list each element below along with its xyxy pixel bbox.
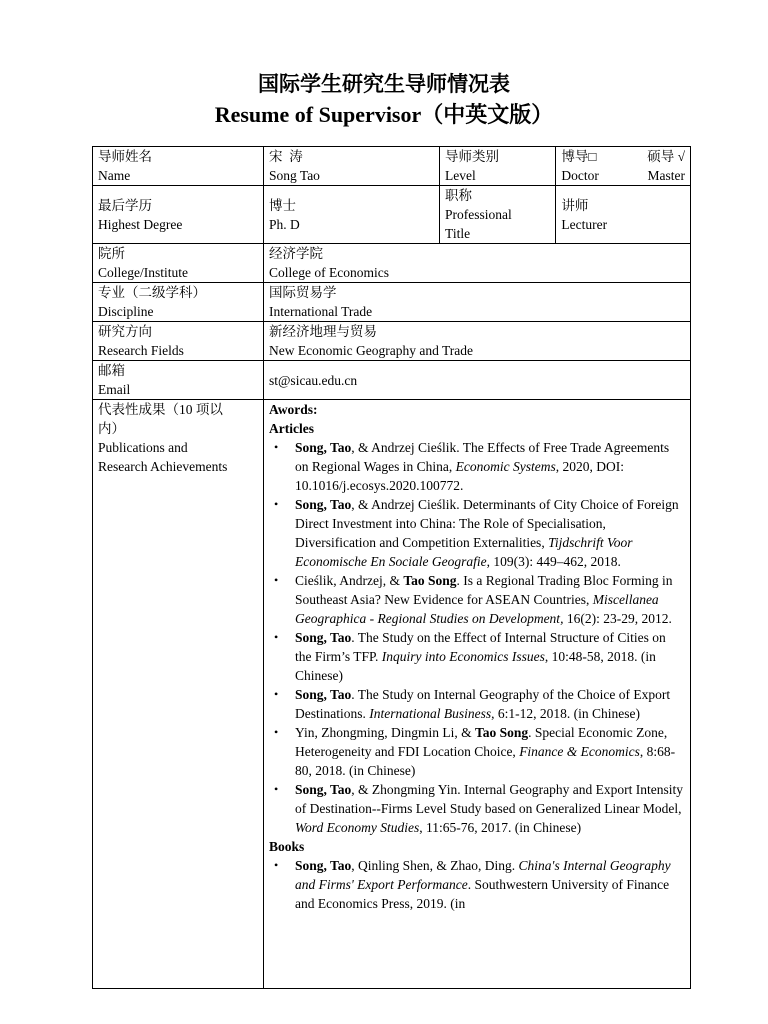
discipline-value-en: International Trade [269,304,373,319]
publication-author-bold: Song, Tao [295,858,352,873]
publication-text-1: , Qinling Shen, & Zhao, Ding. [351,858,519,873]
degree-label-en: Highest Degree [98,216,183,232]
publication-text-2: . Southwestern University of Finance and Economics Press, 2019. (in [295,877,670,911]
publication-text-2: 16(2): 23-29, 2012. [563,611,672,626]
publication-author-bold: Song, Tao [295,440,352,455]
publication-text-1: , & Andrzej Cieślik. The Effects of Free Trade Agreements on Regional Wages in China, [295,440,670,474]
publication-text-2: , 10:48-58, 2018. (in Chinese) [295,649,656,683]
publication-author-bold: Song, Tao [295,630,352,645]
achievements-label-cn-2: 内） [98,421,125,436]
discipline-label-cell [93,283,264,322]
degree-value-en: Ph. D [269,216,300,232]
row-research-fields [93,322,691,361]
email-label-en: Email [98,382,131,397]
row-name [93,147,691,186]
publication-item [295,628,685,685]
publication-item [295,495,685,571]
email-label-cell [93,361,264,400]
master-option-cn: 硕导 √ [647,149,685,164]
college-value-cn: 经济学院 [269,246,323,261]
title-label-en-1: Professional [445,207,512,222]
master-option-en: Master [647,168,685,183]
page-title-chinese: 国际学生研究生导师情况表 [258,72,510,96]
publication-author-bold: Song, Tao [295,687,352,702]
email-label-cn: 邮箱 [98,363,125,378]
fields-value-en: New Economic Geography and Trade [269,343,473,358]
achievements-label-cell [93,400,264,989]
publication-journal: Word Economy Studies [295,820,420,835]
level-options-en [561,166,685,185]
name-value-en: Song Tao [269,168,320,183]
publication-journal: International Business [369,706,492,721]
doctor-option-en: Doctor [561,168,599,183]
page-title-english: Resume of Supervisor（中英文版） [214,102,554,127]
type-label-en: Level [445,168,476,183]
publication-text-1: , & Zhongming Yin. Internal Geography and Export Intensity of Destination--Firms Level Study based on Generalized Linear Model, [295,782,683,816]
publication-text-1: . The Study on Internal Geography of the Choice of Export Destinations. [295,687,671,721]
awords-heading: Awords: [269,402,318,417]
publication-item [295,438,685,495]
degree-value-cell [264,186,440,244]
publication-journal: Tijdschrift Voor Economische En Sociale Geografie [295,535,633,569]
college-value-cell [264,244,691,283]
name-value-cell [264,147,440,186]
doctor-option-cn: 博导□ [561,149,597,164]
type-label-cn: 导师类别 [445,149,500,164]
publication-author-bold: Song, Tao [295,782,352,797]
degree-label-cn: 最后学历 [98,197,152,213]
publication-text-1: , & Andrzej Cieślik. Determinants of City Choice of Foreign Direct Investment into China: The Role of Specialisation, Diversification and Competition Externalities, [295,497,679,550]
row-achievements [93,400,691,989]
achievements-content-cell [264,400,691,989]
publication-journal: Finance & Economics [519,744,640,759]
level-options-cn [561,147,685,166]
publication-author-bold: Song, Tao [295,497,352,512]
name-label-cn: 导师姓名 [98,149,152,164]
publication-author-bold: Tao Song [403,573,457,588]
college-value-en: College of Economics [269,265,389,280]
discipline-value-cn: 国际贸易学 [269,285,337,300]
title-label-en-2: Title [445,226,471,241]
books-heading: Books [269,839,305,854]
row-email [93,361,691,400]
discipline-label-en: Discipline [98,304,154,319]
publication-text-2: , 109(3): 449–462, 2018. [486,554,621,569]
publication-journal: China's Internal Geography and Firms' Export Performance [295,858,671,892]
publication-journal: Miscellanea Geographica - Regional Studies on Development, [295,592,659,626]
row-degree [93,186,691,244]
row-discipline [93,283,691,322]
publication-journal: Inquiry into Economics Issues [381,649,545,664]
publication-text-1: . Special Economic Zone, Heterogeneity and FDI Location Choice, [295,725,668,759]
publication-text-2: , 6:1-12, 2018. (in Chinese) [491,706,640,721]
achievements-label-cn-1: 代表性成果（10 项以 [98,402,223,417]
publication-item [295,571,685,628]
type-label-cell [440,147,556,186]
achievements-label-en-1: Publications and [98,440,188,455]
email-value: st@sicau.edu.cn [269,372,358,388]
title-label-cell [440,186,556,244]
publication-author-pre: Yin, Zhongming, Dingmin Li, & [295,725,476,740]
fields-value-cell [264,322,691,361]
publication-item [295,685,685,723]
publication-journal: Economic Systems [455,459,556,474]
discipline-label-cn: 专业（二级学科） [98,285,206,300]
achievements-label-en-2: Research Achievements [98,459,228,474]
title-value-cell [556,186,691,244]
name-value-cn: 宋 涛 [269,149,303,164]
fields-label-en: Research Fields [98,343,184,358]
discipline-value-cell [264,283,691,322]
college-label-cn: 院所 [98,246,125,261]
publication-text-2: , 2020, DOI: 10.1016/j.ecosys.2020.100772. [295,459,625,493]
publication-item [295,780,685,837]
publication-text-2: , 8:68-80, 2018. (in Chinese) [295,744,676,778]
email-value-cell [264,361,691,400]
publication-text-2: , 11:65-76, 2017. (in Chinese) [419,820,582,835]
name-label-cell [93,147,264,186]
type-value-cell [556,147,691,186]
degree-value-cn: 博士 [269,197,296,213]
college-label-cell [93,244,264,283]
row-college [93,244,691,283]
fields-label-cn: 研究方向 [98,324,152,339]
degree-label-cell [93,186,264,244]
publication-author-bold: Tao Song [475,725,529,740]
publication-text-1: . The Study on the Effect of Internal Structure of Cities on the Firm’s TFP. [295,630,666,664]
articles-heading: Articles [269,421,314,436]
books-list [269,856,685,913]
publication-text-1: . Is a Regional Trading Bloc Forming in Southeast Asia? New Evidence for ASEAN Countries, [295,573,673,607]
name-label-en: Name [98,168,131,183]
fields-value-cn: 新经济地理与贸易 [269,324,377,339]
title-value-en: Lecturer [561,216,608,232]
publication-item [295,723,685,780]
title-label-cn: 职称 [445,188,473,203]
title-value-cn: 讲师 [561,197,589,213]
publication-author-pre: Cieślik, Andrzej, & [295,573,404,588]
college-label-en: College/Institute [98,265,188,280]
publication-item [295,856,685,913]
articles-list [269,438,685,837]
supervisor-resume-table [92,146,691,989]
fields-label-cell [93,322,264,361]
